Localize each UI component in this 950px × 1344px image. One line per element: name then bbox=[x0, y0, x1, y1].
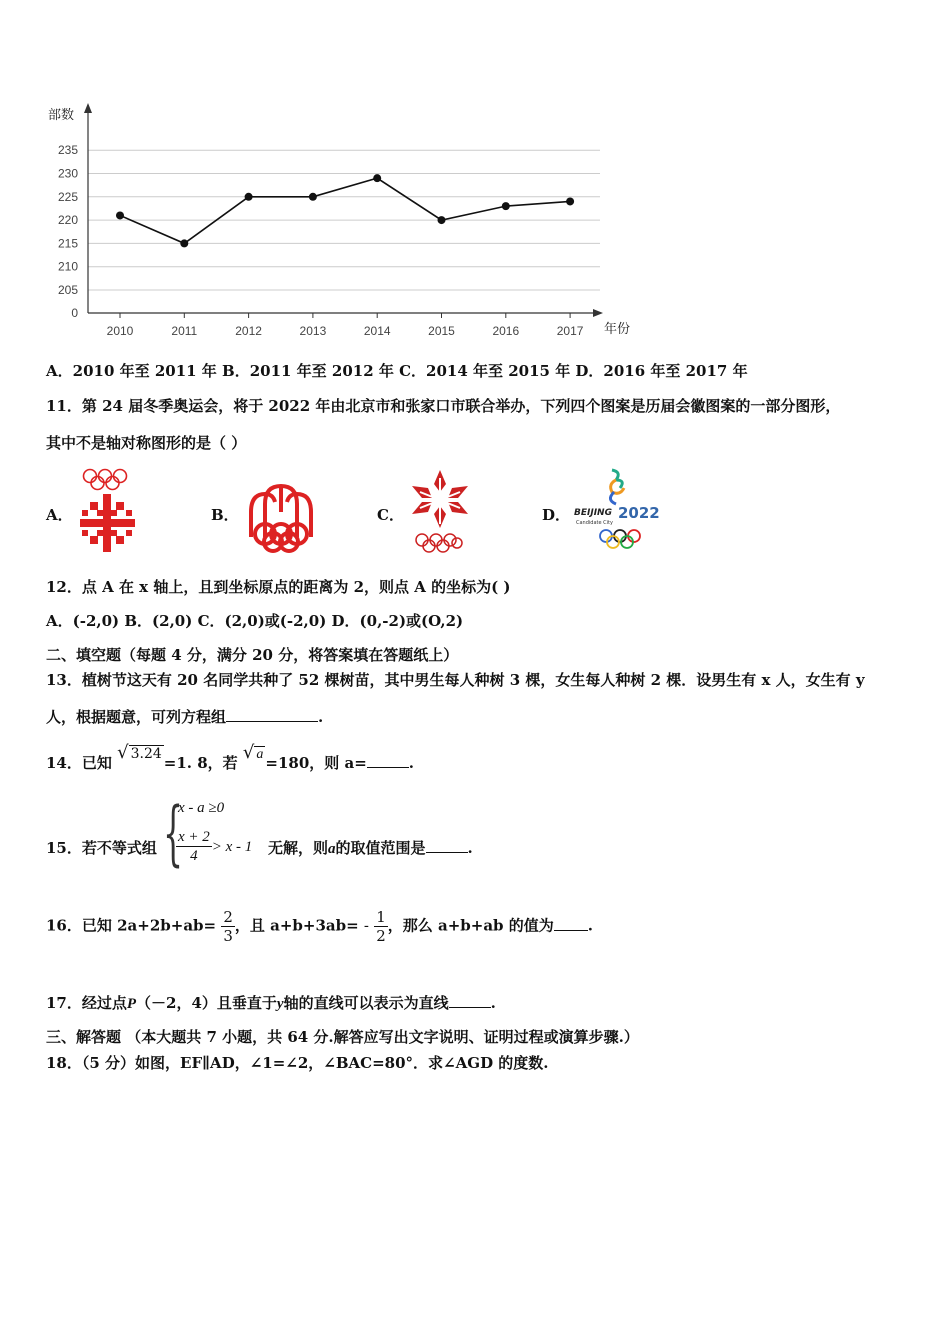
q15-system-line2 bbox=[176, 828, 252, 865]
year-2022-text: 2022 bbox=[618, 504, 660, 522]
y-tick-label: 230 bbox=[57, 166, 78, 181]
q16-frac2-den: 2 bbox=[376, 927, 386, 945]
x-tick-label: 2013 bbox=[299, 324, 327, 338]
q10-options: A．2010 年至 2011 年 B．2011 年至 2012 年 C．2014 年至 2015 年 D．2016 年至 2017 年 bbox=[46, 362, 748, 380]
q14-end: . bbox=[408, 754, 414, 772]
candidate-city-text: Candidate City bbox=[576, 520, 613, 526]
section2-heading: 二、填空题（每题 4 分，满分 20 分，将答案填在答题纸上） bbox=[46, 646, 459, 664]
q14-radical-2: √ a bbox=[242, 742, 264, 763]
line-chart bbox=[0, 95, 660, 350]
q15-answer-blank[interactable] bbox=[426, 852, 468, 853]
data-point bbox=[180, 239, 188, 247]
q15-rhs: > x - 1 bbox=[211, 839, 253, 855]
y-tick-label: 210 bbox=[57, 259, 78, 274]
x-tick-label: 2011 bbox=[171, 324, 198, 338]
q17-line bbox=[46, 992, 496, 1013]
q11-option-b-label: B． bbox=[211, 506, 239, 524]
q17-var: y bbox=[276, 996, 284, 1012]
x-tick-label: 2014 bbox=[363, 324, 391, 338]
data-point bbox=[373, 174, 381, 182]
x-tick-label: 2010 bbox=[106, 324, 134, 338]
q17-end: . bbox=[490, 994, 496, 1012]
q16-line bbox=[46, 908, 593, 945]
q17-point: P bbox=[126, 996, 137, 1012]
q15-var: a bbox=[328, 841, 336, 857]
q14-mid1: =1. 8，若 bbox=[163, 754, 238, 772]
section3-heading: 三、解答题 （本大题共 7 小题，共 64 分.解答应写出文字说明、证明过程或演算步骤.） bbox=[46, 1028, 639, 1046]
y-axis-title: 部数 bbox=[48, 108, 75, 123]
q14-line bbox=[46, 742, 414, 773]
q12-options: A．(-2,0) B．(2,0) C．(2,0)或(-2,0) D．(0,-2)或(O,2) bbox=[46, 612, 464, 630]
q15-frac-num: x + 2 bbox=[178, 829, 210, 845]
q17-coords: （－2，4）且垂直于 bbox=[136, 994, 277, 1012]
q15-lead: 15．若不等式组 bbox=[46, 839, 157, 857]
q14-radicand-1: 3.24 bbox=[130, 746, 162, 762]
q14-lead: 14．已知 bbox=[46, 754, 112, 772]
beijing-text: BEIJING bbox=[574, 508, 612, 518]
beijing-2022-emblem-icon bbox=[572, 466, 664, 556]
q16-frac1-num: 2 bbox=[223, 908, 233, 926]
x-axis-title: 年份 bbox=[604, 322, 631, 337]
q16-answer-blank[interactable] bbox=[554, 930, 588, 931]
q16-end: . bbox=[587, 916, 593, 935]
y-tick-label: 215 bbox=[57, 236, 78, 251]
calgary-emblem-icon bbox=[410, 468, 470, 554]
x-axis-arrow-icon bbox=[593, 309, 603, 317]
x-tick-label: 2012 bbox=[235, 324, 262, 338]
montreal-emblem-icon bbox=[243, 482, 319, 554]
q16-lead: 16．已知 2a+2b+ab= bbox=[46, 916, 217, 935]
data-point bbox=[438, 216, 446, 224]
q14-mid2: =180，则 a= bbox=[265, 754, 367, 772]
q13-answer-blank[interactable] bbox=[226, 721, 318, 722]
x-tick-label: 2016 bbox=[492, 324, 520, 338]
q16-frac1-den: 3 bbox=[223, 927, 233, 945]
q11-stem-line1: 11．第 24 届冬季奥运会，将于 2022 年由北京市和张家口市联合举办，下列四个图案是历届会徽图案的一部分图形， bbox=[46, 397, 841, 415]
y-tick-label: 225 bbox=[57, 189, 78, 204]
q11-option-d-label: D． bbox=[542, 506, 571, 524]
q11-option-a-label: A． bbox=[46, 506, 73, 524]
x-tick-label: 2017 bbox=[556, 324, 584, 338]
q15-end: . bbox=[467, 839, 473, 857]
y-tick-label: 220 bbox=[57, 213, 78, 228]
q18-stem: 18．（5 分）如图，EF∥AD，∠1=∠2，∠BAC=80°．求∠AGD 的度数. bbox=[46, 1054, 549, 1072]
data-point bbox=[309, 193, 317, 201]
y-axis-arrow-icon bbox=[84, 103, 92, 113]
q12-stem: 12．点 A 在 x 轴上，且到坐标原点的距离为 2，则点 A 的坐标为( ) bbox=[46, 578, 511, 596]
y-tick-label: 205 bbox=[57, 283, 78, 297]
data-point bbox=[566, 197, 574, 205]
data-point bbox=[502, 202, 510, 210]
q16-frac2-num: 1 bbox=[376, 908, 386, 926]
q16-tail: ，那么 a+b+ab 的值为 bbox=[387, 916, 554, 935]
series-line bbox=[120, 178, 570, 243]
y-tick-label: 0 bbox=[71, 306, 78, 320]
q14-answer-blank[interactable] bbox=[367, 767, 409, 768]
q11-stem-line2: 其中不是轴对称图形的是（ ） bbox=[46, 434, 247, 452]
q15-tail bbox=[268, 837, 473, 858]
q15-system-line1: x - a ≥0 bbox=[178, 800, 225, 816]
data-point bbox=[116, 211, 124, 219]
q16-neg: - bbox=[363, 916, 369, 935]
q15-tail-b: 的取值范围是 bbox=[335, 839, 426, 857]
q15-brace: { bbox=[163, 792, 184, 874]
q15-tail-a: 无解，则 bbox=[268, 839, 329, 857]
sarajevo-emblem-icon bbox=[78, 466, 138, 556]
q14-radicand-2: a bbox=[256, 747, 264, 762]
q14-radical-1: √ 3.24 bbox=[117, 742, 162, 763]
q16-mid: ，且 a+b+3ab= bbox=[234, 916, 359, 935]
q15-frac-den: 4 bbox=[190, 848, 198, 864]
q13-end: . bbox=[318, 708, 324, 726]
q17-tail: 轴的直线可以表示为直线 bbox=[283, 994, 449, 1012]
q11-option-c-label: C． bbox=[377, 506, 404, 524]
q17-lead: 17．经过点 bbox=[46, 994, 127, 1012]
q13-line1: 13．植树节这天有 20 名同学共种了 52 棵树苗，其中男生每人种树 3 棵，女生每人种树 2 棵．设男生有 x 人，女生有 y bbox=[46, 671, 865, 689]
y-tick-label: 235 bbox=[57, 143, 78, 158]
data-point bbox=[245, 193, 253, 201]
q13-line2 bbox=[46, 706, 323, 727]
x-tick-label: 2015 bbox=[428, 324, 455, 338]
q17-answer-blank[interactable] bbox=[449, 1007, 491, 1008]
q13-text: 人，根据题意，可列方程组 bbox=[46, 708, 227, 726]
